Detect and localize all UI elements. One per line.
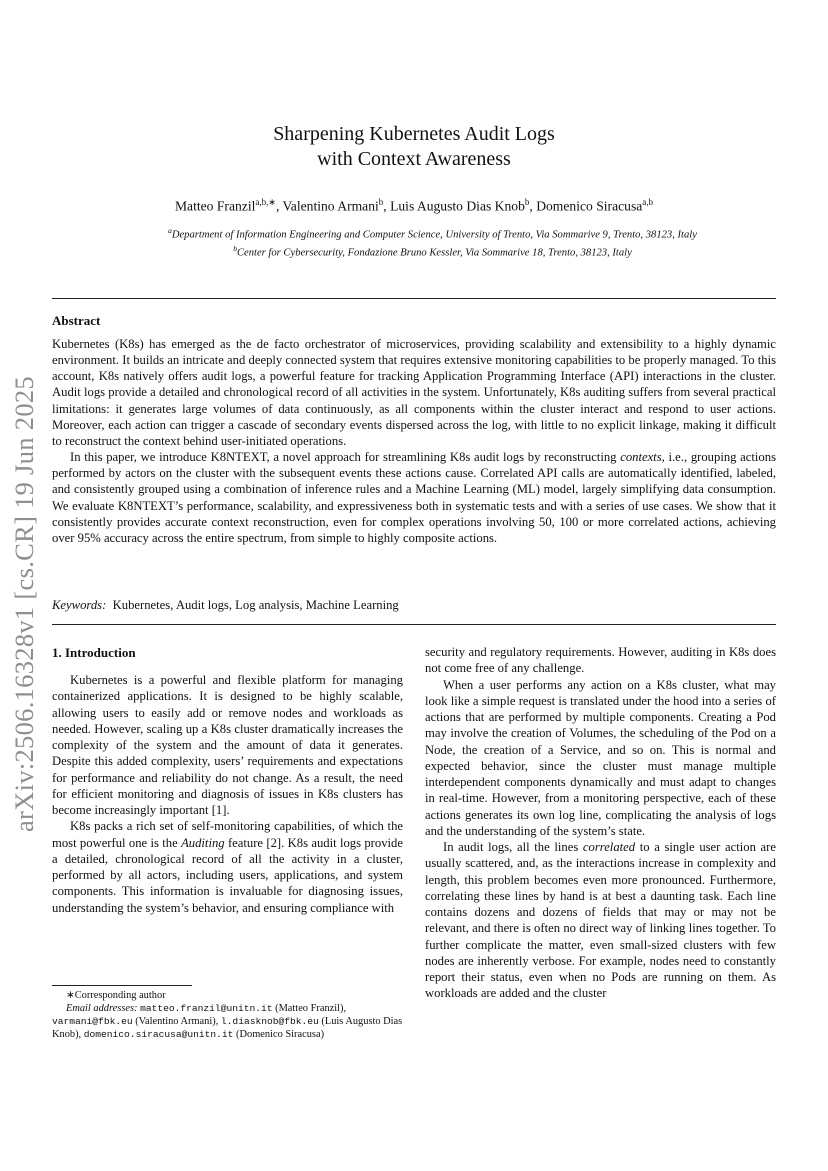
author-affil-mark: a,b xyxy=(642,197,654,207)
arxiv-identifier-stamp xyxy=(6,344,42,832)
affiliations xyxy=(60,224,805,260)
email-link[interactable]: domenico.siracusa@unitn.it xyxy=(83,1029,234,1040)
intro-paragraph-1: Kubernetes is a powerful and flexible platform for managing containerized applications. It is designed to be highly scalable, allowing users to easily add or remove nodes and workloads as needed. However, scaling up a K8s cluster dramatically increases the complexity of the system and the amount of data it generates. Despite this added complexity, users’ requirements and expectations for performance and reliability do not change. As a result, the need for efficient monitoring and diagnosis of issues in K8s clusters has become increasingly important [1]. xyxy=(52,673,403,817)
text-run: (Matteo Franzil), xyxy=(272,1003,347,1014)
text-run: K8s packs a rich set of self-monitoring capabilities, of which the most powerful one is the xyxy=(52,819,403,850)
email-addresses xyxy=(52,1002,403,1041)
intro-paragraph-2-continued: security and regulatory requirements. However, auditing in K8s does not come free of any challenge. xyxy=(425,645,776,676)
email-label: Email addresses: xyxy=(66,1003,138,1014)
title-line-1: Sharpening Kubernetes Audit Logs xyxy=(273,123,555,145)
affiliation-text: Department of Information Engineering and Computer Science, University of Trento, Via Sommarive 9, Trento, 38123, Italy xyxy=(171,229,697,241)
affiliation-b xyxy=(60,242,805,260)
author-name: Luis Augusto Dias Knob xyxy=(390,198,525,214)
text-run: (Valentino Armani), xyxy=(132,1016,221,1027)
author-name: Valentino Armani xyxy=(282,198,379,214)
author-affil-mark: a,b,∗ xyxy=(255,197,276,207)
email-link[interactable]: l.diasknob@fbk.eu xyxy=(220,1016,319,1027)
author-affil-mark: b xyxy=(524,197,530,207)
emphasis-text: contexts xyxy=(620,450,662,465)
paper-title xyxy=(0,122,828,172)
right-column xyxy=(425,644,776,1002)
author-affil-mark: b xyxy=(378,197,384,207)
text-run: (Domenico Siracusa) xyxy=(233,1029,325,1040)
emphasis-text: Auditing xyxy=(181,835,225,850)
text-run: In this paper, we introduce K8NTEXT, a novel approach for streamlining K8s audit logs by reconstructing xyxy=(70,450,621,465)
footnote-rule xyxy=(52,985,192,986)
affiliation-mark: b xyxy=(233,244,237,254)
text-run: feature [2]. K8s audit logs provide a detailed, chronological record of all the activity in a cluster, performed by all actors, including users, applications, and system components. This information is invaluable for diagnosing issues, understanding the system’s behavior, and ensuring compliance with xyxy=(52,835,403,915)
abstract-body xyxy=(52,336,776,546)
keywords-text: Kubernetes, Audit logs, Log analysis, Machine Learning xyxy=(112,598,399,612)
abstract-paragraph-2 xyxy=(52,449,776,546)
intro-paragraph-4 xyxy=(425,839,776,1002)
abstract-heading: Abstract xyxy=(52,313,101,328)
text-run: , i.e., grouping actions performed by actors on the cluster with the subsequent events these actions cause. Correlated API calls are automatically identified, labeled, and consistently grouped using a combination of inference rules and a Machine Learning (ML) model, largely simplifying data consumption. We evaluate K8NTEXT’s performance, scalability, and expressiveness both in systematic tests and with a series of use cases. We show that it consistently provides accurate context reconstruction, even for complex operations involving 50, 100 or more correlated actions, achieving over 95% accuracy across the entire spectrum, from simple to highly composite actions. xyxy=(52,450,776,545)
text-run: In audit logs, all the lines xyxy=(443,840,583,854)
arxiv-stamp-text: arXiv:2506.16328v1 [cs.CR] 19 Jun 2025 xyxy=(9,376,39,832)
author-name: Matteo Franzil xyxy=(174,198,256,214)
email-link[interactable]: matteo.franzil@unitn.it xyxy=(140,1003,273,1014)
footnote xyxy=(52,989,403,1041)
corresponding-author-note: ∗Corresponding author xyxy=(66,990,166,1001)
affiliation-mark: a xyxy=(168,226,172,235)
left-column xyxy=(52,672,403,916)
abstract-paragraph-1: Kubernetes (K8s) has emerged as the de facto orchestrator of microservices, providing scalability and extensibility to a highly dynamic environment. It builds an intricate and deeply connected system that requires extensive monitoring capabilities to be properly managed. To this account, K8s natively offers audit logs, a powerful feature for tracking Application Programming Interface (API) interactions in the cluster. Audit logs provide a detailed and chronological record of all activities in the system. Unfortunately, K8s auditing suffers from several practical limitations: it generates large volumes of data continuously, as all components within the cluster interact and respond to user actions. Moreover, each action can trigger a cascade of secondary events dispersed across the log, with little to no explicit linkage, making it difficult to reconstruct the context behind user-initiated operations. xyxy=(52,337,776,448)
abstract-bottom-rule xyxy=(52,624,776,625)
emphasis-text: correlated xyxy=(582,840,636,854)
text-run: (Luis Augusto Dias Knob), xyxy=(52,1016,403,1040)
text-run: to a single user action are usually scattered, and, as the interactions increase in complexity and length, this problem becomes even more pronounced. Furthermore, correlating these lines by hand is at best a daunting task. Each line contains dozens and dozens of fields that may or may not be relevant, and there is often no direct way of linking lines together. To further complicate the matter, even small-sized clusters with few nodes are inherently verbose. For example, nodes need to constantly report their status, even when no Pods are running on them. As workloads are added and the cluster xyxy=(425,840,776,1001)
keywords-label: Keywords: xyxy=(52,598,107,612)
author-separator: , xyxy=(529,198,537,214)
keywords xyxy=(52,597,776,613)
author-separator: , xyxy=(275,198,283,214)
intro-paragraph-2 xyxy=(52,818,403,916)
email-link[interactable]: varmani@fbk.eu xyxy=(52,1016,133,1027)
author-list xyxy=(0,193,828,216)
author-name: Domenico Siracusa xyxy=(536,198,643,214)
affiliation-a xyxy=(60,224,805,242)
section-heading: 1. Introduction xyxy=(52,645,136,660)
author-separator: , xyxy=(383,198,391,214)
title-line-2: with Context Awareness xyxy=(317,148,511,170)
abstract-top-rule xyxy=(52,298,776,299)
affiliation-text: Center for Cybersecurity, Fondazione Bruno Kessler, Via Sommarive 18, Trento, 38123, Italy xyxy=(236,247,632,259)
intro-paragraph-3: When a user performs any action on a K8s cluster, what may look like a simple request is translated under the hood into a series of actions that are performed by multiple components. Creating a Pod may involve the creation of Volumes, the scheduling of the Pod on a Node, the creation of a Service, and so on. This is normal and expected behavior, since the cluster must manage multiple interdependent components dynamically and must adapt to changes in real-time. However, from a monitoring perspective, each of these actions generates its own log line, complicating the analysis of logs and the understanding of the system’s state. xyxy=(425,677,776,838)
